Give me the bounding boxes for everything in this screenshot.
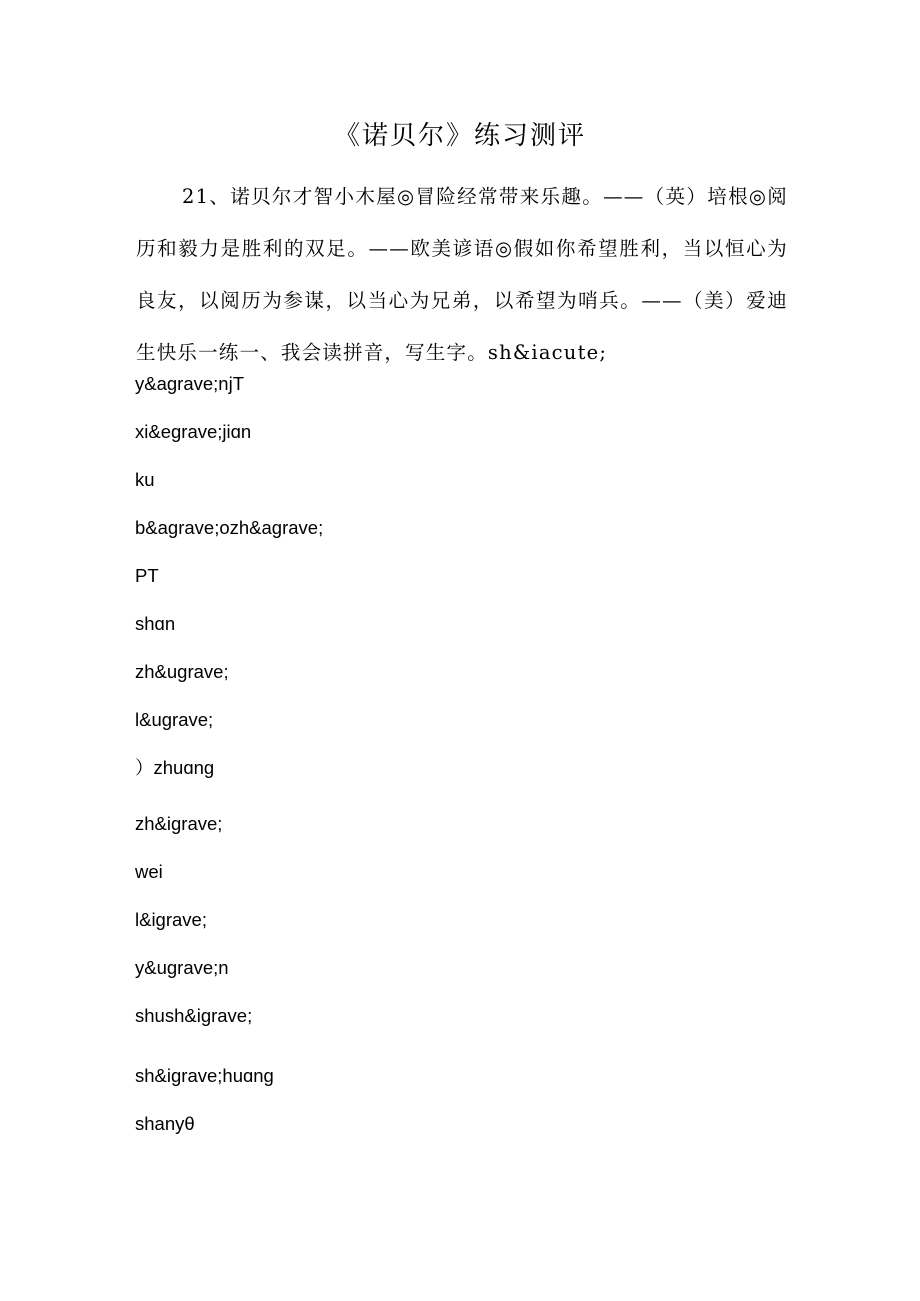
pinyin-item: l&igrave; — [135, 909, 207, 930]
pinyin-item: PT — [135, 565, 159, 586]
pinyin-item: y&agrave;njT — [135, 373, 244, 394]
pinyin-item: shanyθ — [135, 1113, 195, 1134]
pinyin-item: y&ugrave;n — [135, 957, 229, 978]
pinyin-item: shɑn — [135, 613, 176, 634]
pinyin-item: ku — [135, 469, 155, 490]
pinyin-item: sh&igrave;huɑng — [135, 1065, 274, 1086]
pinyin-item: wei — [135, 861, 163, 882]
pinyin-item: b&agrave;ozh&agrave; — [135, 517, 324, 538]
body-paragraph: 21、诺贝尔才智小木屋◎冒险经常带来乐趣。——（英）培根◎阅历和毅力是胜利的双足。——欧美谚语◎假如你希望胜利，当以恒心为良友，以阅历为参谋，以当心为兄弟，以希望为哨兵。——（美）爱迪生快乐一练一、我会读拼音，写生字。sh&iacute; — [136, 185, 788, 364]
pinyin-item: zh&ugrave; — [135, 661, 229, 682]
pinyin-item: l&ugrave; — [135, 709, 214, 730]
pinyin-item: zh&igrave; — [135, 813, 223, 834]
document-title: 《诺贝尔》练习测评 — [333, 121, 586, 151]
pinyin-item: shush&igrave; — [135, 1005, 253, 1026]
pinyin-item: ）zhuɑng — [135, 757, 215, 778]
pinyin-item: xi&egrave;jiɑn — [135, 421, 252, 442]
